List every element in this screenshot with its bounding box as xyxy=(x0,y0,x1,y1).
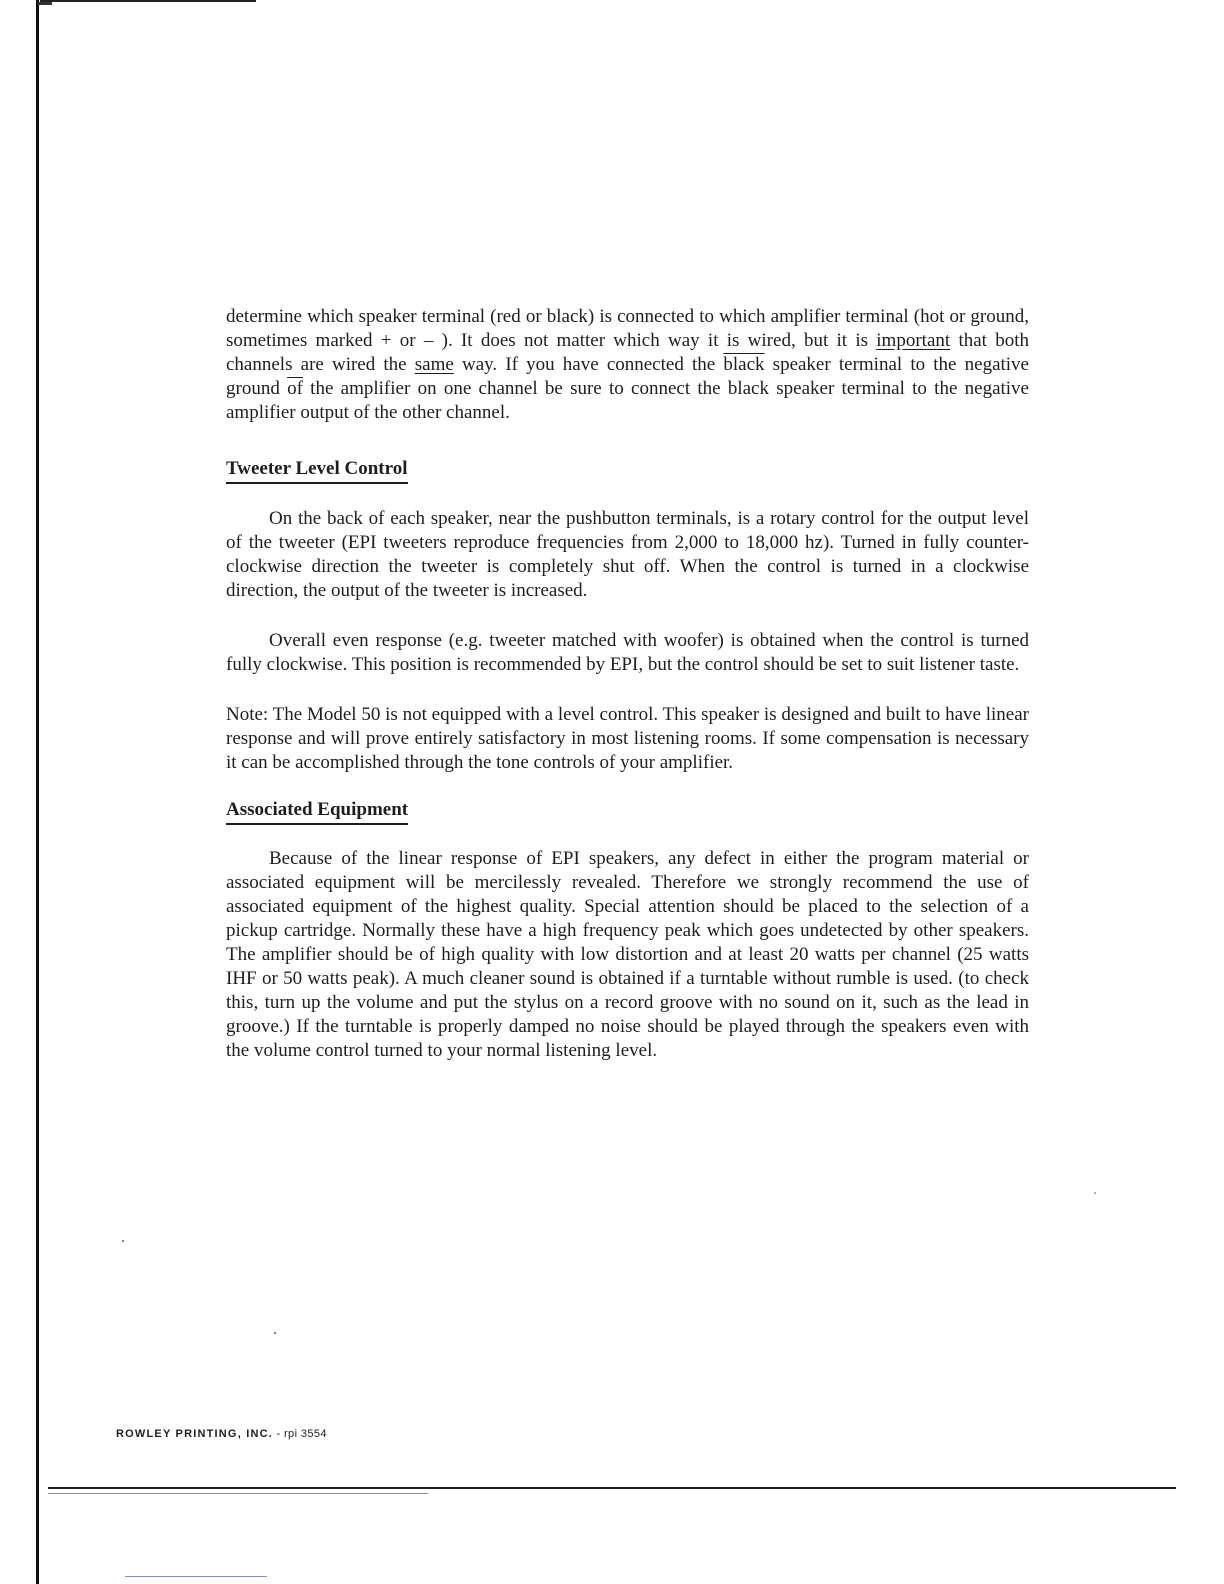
scan-top-tick xyxy=(38,2,52,5)
scan-blue-rule xyxy=(125,1576,267,1577)
paragraph-wiring: determine which speaker terminal (red or black) is connected to which amplifier terminal (hot or ground, sometimes marked + or – ). It does not matter which way it is wired, but it is important that both channels are wired the same way. If you have connected the black speaker terminal to the negative ground $\overline{of}$ the amplifier on one channel be sure to connect the black speaker terminal to the negative amplifier output of the other channel. xyxy=(226,306,1029,423)
emphasis-important: important xyxy=(876,330,951,351)
mark-black: black xyxy=(723,354,765,375)
scan-bottom-rule xyxy=(48,1487,1176,1489)
scan-speck xyxy=(1094,1192,1096,1194)
paragraph-tweeter-control: On the back of each speaker, near the pushbutton terminals, is a rotary control for the output level of the tweeter (EPI tweeters reproduce frequencies from 2,000 to 18,000 hz). Turned in fully counter-clockwise direction the tweeter is completely shut off. When the control is turned in a clockwise direction, the output of the tweeter is increased. xyxy=(226,508,1029,601)
heading-associated-equipment: Associated Equipment xyxy=(226,798,408,825)
printer-code: - rpi 3554 xyxy=(273,1428,327,1440)
scan-top-rule xyxy=(40,0,256,2)
printer-credit xyxy=(116,1428,327,1440)
heading-tweeter-level-control: Tweeter Level Control xyxy=(226,457,408,484)
document-body xyxy=(226,305,1029,1063)
scan-left-edge xyxy=(36,0,39,1584)
scan-speck xyxy=(274,1332,276,1334)
paragraph-model-50-note: Note: The Model 50 is not equipped with a level control. This speaker is designed and built to have linear response and will prove entirely satisfactory in most listening rooms. If some compensation is necessary it can be accomplished through the tone controls of your amplifier. xyxy=(226,704,1029,773)
scan-speck xyxy=(122,1240,124,1242)
emphasis-same: same xyxy=(414,354,454,375)
paragraph-overall-response: Overall even response (e.g. tweeter matched with woofer) is obtained when the control is turned fully clockwise. This position is recommended by EPI, but the control should be set to suit listener taste. xyxy=(226,630,1029,675)
printer-name: ROWLEY PRINTING, INC. xyxy=(116,1428,274,1440)
paragraph-associated-equipment: Because of the linear response of EPI speakers, any defect in either the program material or associated equipment will be mercilessly revealed. Therefore we strongly recommend the use of associated equipment of the highest quality. Special attention should be placed to the selection of a pickup cartridge. Normally these have a high frequency peak which goes undetected by other speakers. The amplifier should be of high quality with low distortion and at least 20 watts per channel (25 watts IHF or 50 watts peak). A much cleaner sound is obtained if a turntable without rumble is used. (to check this, turn up the volume and put the stylus on a record groove with no sound on it, such as the lead in groove.) If the turntable is properly damped no noise should be played through the speakers even with the volume control turned to your normal listening level. xyxy=(226,848,1029,1061)
scan-bottom-rule-faint xyxy=(48,1493,428,1494)
mark-of: $\overline{of}$ xyxy=(287,378,303,399)
